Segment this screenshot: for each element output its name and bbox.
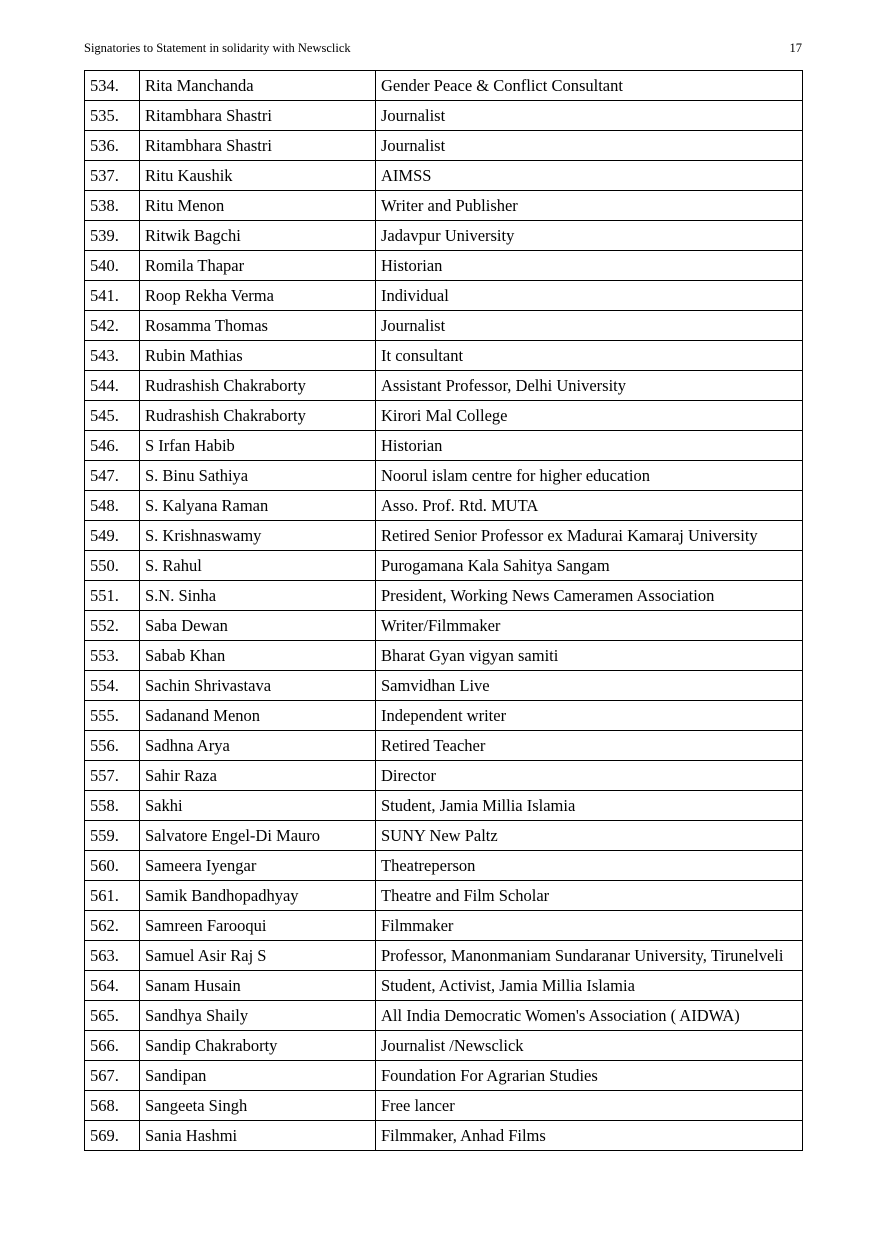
- signatory-affiliation: Kirori Mal College: [376, 401, 803, 431]
- table-row: [85, 671, 803, 701]
- table-row: [85, 311, 803, 341]
- signatory-name: Ritwik Bagchi: [140, 221, 376, 251]
- row-number: 546.: [85, 431, 140, 461]
- signatory-affiliation: President, Working News Cameramen Association: [376, 581, 803, 611]
- page-header: [84, 41, 802, 61]
- signatory-affiliation: Individual: [376, 281, 803, 311]
- table-row: [85, 101, 803, 131]
- row-number: 557.: [85, 761, 140, 791]
- table-row: [85, 431, 803, 461]
- signatory-affiliation: Filmmaker, Anhad Films: [376, 1120, 803, 1150]
- row-number: 560.: [85, 851, 140, 881]
- signatory-affiliation: Bharat Gyan vigyan samiti: [376, 641, 803, 671]
- table-row: [85, 791, 803, 821]
- row-number: 541.: [85, 281, 140, 311]
- signatory-affiliation: Gender Peace & Conflict Consultant: [376, 71, 803, 101]
- row-number: 563.: [85, 941, 140, 971]
- signatory-name: Sameera Iyengar: [140, 851, 376, 881]
- signatory-name: Sanam Husain: [140, 970, 376, 1000]
- row-number: 551.: [85, 581, 140, 611]
- row-number: 554.: [85, 671, 140, 701]
- signatory-affiliation: Writer/Filmmaker: [376, 611, 803, 641]
- table-row: [85, 281, 803, 311]
- signatory-name: Sadhna Arya: [140, 731, 376, 761]
- table-row: [85, 581, 803, 611]
- row-number: 539.: [85, 221, 140, 251]
- signatory-name: Sakhi: [140, 791, 376, 821]
- row-number: 555.: [85, 701, 140, 731]
- signatory-affiliation: Purogamana Kala Sahitya Sangam: [376, 551, 803, 581]
- row-number: 566.: [85, 1030, 140, 1060]
- signatory-affiliation: Theatreperson: [376, 851, 803, 881]
- row-number: 565.: [85, 1000, 140, 1030]
- signatory-affiliation: Retired Teacher: [376, 731, 803, 761]
- signatory-affiliation: Independent writer: [376, 701, 803, 731]
- table-row: [85, 881, 803, 911]
- signatory-name: Rubin Mathias: [140, 341, 376, 371]
- table-row: [85, 1120, 803, 1150]
- signatory-name: S. Kalyana Raman: [140, 491, 376, 521]
- table-row: [85, 701, 803, 731]
- table-row: [85, 641, 803, 671]
- signatory-affiliation: Journalist: [376, 311, 803, 341]
- table-row: [85, 821, 803, 851]
- signatory-name: Ritu Kaushik: [140, 161, 376, 191]
- table-row: [85, 611, 803, 641]
- row-number: 552.: [85, 611, 140, 641]
- signatory-affiliation: Noorul islam centre for higher education: [376, 461, 803, 491]
- table-row: [85, 161, 803, 191]
- row-number: 556.: [85, 731, 140, 761]
- signatory-name: S. Rahul: [140, 551, 376, 581]
- signatory-affiliation: Assistant Professor, Delhi University: [376, 371, 803, 401]
- row-number: 543.: [85, 341, 140, 371]
- signatory-affiliation: Historian: [376, 431, 803, 461]
- table-row: [85, 1060, 803, 1090]
- signatory-affiliation: Professor, Manonmaniam Sundaranar University, Tirunelveli: [376, 941, 803, 971]
- signatory-name: Roop Rekha Verma: [140, 281, 376, 311]
- table-row: [85, 371, 803, 401]
- signatory-affiliation: Writer and Publisher: [376, 191, 803, 221]
- signatory-name: Samik Bandhopadhyay: [140, 881, 376, 911]
- signatory-name: S.N. Sinha: [140, 581, 376, 611]
- table-row: [85, 71, 803, 101]
- table-row: [85, 970, 803, 1000]
- table-row: [85, 731, 803, 761]
- row-number: 562.: [85, 911, 140, 941]
- row-number: 544.: [85, 371, 140, 401]
- signatory-name: Sadanand Menon: [140, 701, 376, 731]
- signatory-name: Sabab Khan: [140, 641, 376, 671]
- signatory-name: Salvatore Engel-Di Mauro: [140, 821, 376, 851]
- header-title: Signatories to Statement in solidarity with Newsclick: [84, 41, 351, 55]
- signatory-affiliation: Journalist: [376, 131, 803, 161]
- table-row: [85, 1030, 803, 1060]
- table-row: [85, 251, 803, 281]
- row-number: 567.: [85, 1060, 140, 1090]
- signatory-affiliation: AIMSS: [376, 161, 803, 191]
- signatory-name: Rudrashish Chakraborty: [140, 371, 376, 401]
- signatory-affiliation: Retired Senior Professor ex Madurai Kamaraj University: [376, 521, 803, 551]
- table-row: [85, 1000, 803, 1030]
- signatory-affiliation: Student, Jamia Millia Islamia: [376, 791, 803, 821]
- table-row: [85, 761, 803, 791]
- row-number: 535.: [85, 101, 140, 131]
- row-number: 542.: [85, 311, 140, 341]
- signatory-name: Sandhya Shaily: [140, 1000, 376, 1030]
- signatory-affiliation: Journalist /Newsclick: [376, 1030, 803, 1060]
- signatory-affiliation: Filmmaker: [376, 911, 803, 941]
- signatory-name: Sangeeta Singh: [140, 1090, 376, 1120]
- signatory-name: Rudrashish Chakraborty: [140, 401, 376, 431]
- row-number: 568.: [85, 1090, 140, 1120]
- row-number: 558.: [85, 791, 140, 821]
- row-number: 548.: [85, 491, 140, 521]
- table-row: [85, 521, 803, 551]
- signatory-name: Samreen Farooqui: [140, 911, 376, 941]
- row-number: 545.: [85, 401, 140, 431]
- signatory-name: Rosamma Thomas: [140, 311, 376, 341]
- row-number: 559.: [85, 821, 140, 851]
- signatory-name: Ritambhara Shastri: [140, 131, 376, 161]
- signatory-name: Samuel Asir Raj S: [140, 941, 376, 971]
- signatory-affiliation: It consultant: [376, 341, 803, 371]
- row-number: 547.: [85, 461, 140, 491]
- signatory-name: Ritambhara Shastri: [140, 101, 376, 131]
- signatory-name: Sandip Chakraborty: [140, 1030, 376, 1060]
- signatory-affiliation: Samvidhan Live: [376, 671, 803, 701]
- signatory-affiliation: Free lancer: [376, 1090, 803, 1120]
- signatory-affiliation: SUNY New Paltz: [376, 821, 803, 851]
- row-number: 538.: [85, 191, 140, 221]
- table-row: [85, 551, 803, 581]
- row-number: 550.: [85, 551, 140, 581]
- table-row: [85, 941, 803, 971]
- row-number: 569.: [85, 1120, 140, 1150]
- table-row: [85, 401, 803, 431]
- row-number: 549.: [85, 521, 140, 551]
- signatory-name: Sandipan: [140, 1060, 376, 1090]
- signatory-name: Sahir Raza: [140, 761, 376, 791]
- table-row: [85, 221, 803, 251]
- row-number: 561.: [85, 881, 140, 911]
- row-number: 536.: [85, 131, 140, 161]
- signatory-name: Rita Manchanda: [140, 71, 376, 101]
- table-row: [85, 1090, 803, 1120]
- signatory-affiliation: Student, Activist, Jamia Millia Islamia: [376, 970, 803, 1000]
- signatories-table-body: [85, 71, 803, 1151]
- signatory-affiliation: Theatre and Film Scholar: [376, 881, 803, 911]
- table-row: [85, 851, 803, 881]
- signatory-name: Saba Dewan: [140, 611, 376, 641]
- signatory-name: Ritu Menon: [140, 191, 376, 221]
- table-row: [85, 911, 803, 941]
- signatories-table: [84, 70, 803, 1151]
- row-number: 534.: [85, 71, 140, 101]
- signatory-name: Sachin Shrivastava: [140, 671, 376, 701]
- signatory-name: S Irfan Habib: [140, 431, 376, 461]
- signatory-name: S. Krishnaswamy: [140, 521, 376, 551]
- signatory-name: Romila Thapar: [140, 251, 376, 281]
- signatory-affiliation: Foundation For Agrarian Studies: [376, 1060, 803, 1090]
- table-row: [85, 341, 803, 371]
- signatory-name: S. Binu Sathiya: [140, 461, 376, 491]
- signatory-affiliation: Journalist: [376, 101, 803, 131]
- table-row: [85, 191, 803, 221]
- signatory-affiliation: Director: [376, 761, 803, 791]
- signatory-affiliation: All India Democratic Women's Association ( AIDWA): [376, 1000, 803, 1030]
- table-row: [85, 131, 803, 161]
- row-number: 564.: [85, 970, 140, 1000]
- page-number: 17: [789, 41, 802, 55]
- table-row: [85, 491, 803, 521]
- signatory-affiliation: Asso. Prof. Rtd. MUTA: [376, 491, 803, 521]
- row-number: 540.: [85, 251, 140, 281]
- row-number: 553.: [85, 641, 140, 671]
- signatory-affiliation: Historian: [376, 251, 803, 281]
- signatory-affiliation: Jadavpur University: [376, 221, 803, 251]
- signatory-name: Sania Hashmi: [140, 1120, 376, 1150]
- table-row: [85, 461, 803, 491]
- row-number: 537.: [85, 161, 140, 191]
